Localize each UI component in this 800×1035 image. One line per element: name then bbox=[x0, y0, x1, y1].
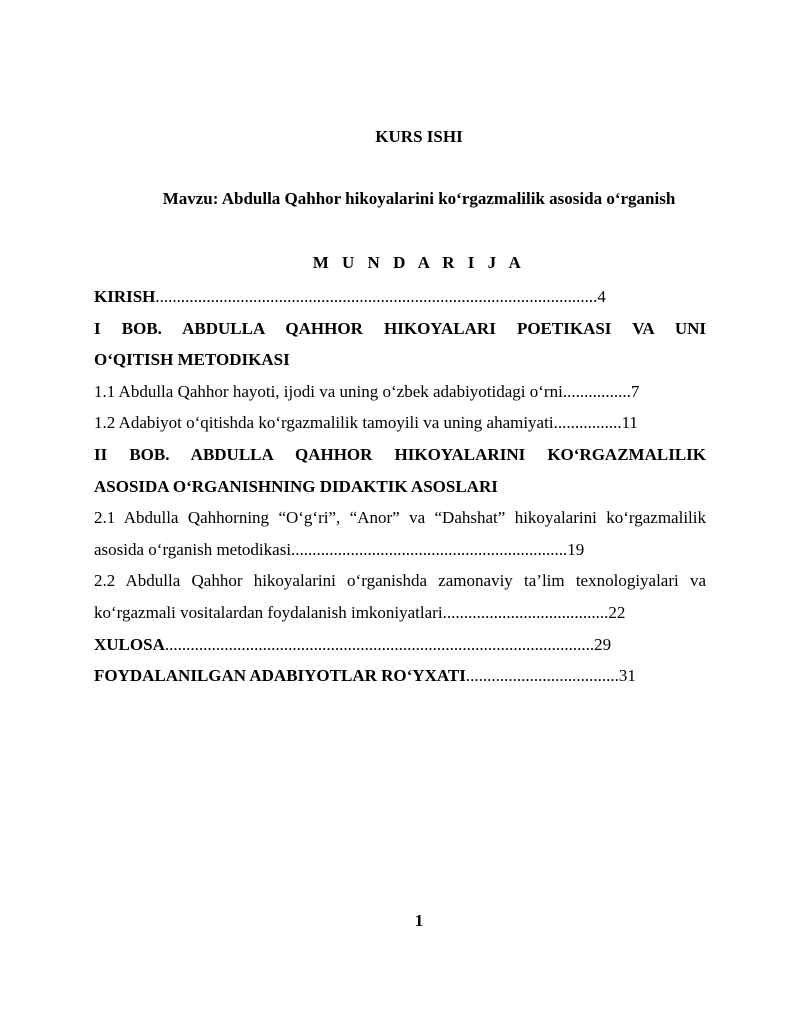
toc-section2-2-line2: ko‘rgazmali vositalardan foydalanish imkoniyatlari bbox=[94, 602, 443, 622]
toc-entry-references bbox=[94, 660, 706, 692]
toc-conclusion-dots: ..................................................................................................... bbox=[164, 634, 595, 654]
toc-section1-1-page: 7 bbox=[630, 381, 640, 401]
toc-entry-section2-1 bbox=[94, 534, 706, 566]
toc-entry-intro bbox=[94, 281, 706, 313]
toc-references-page: 31 bbox=[618, 666, 636, 686]
toc-section1-1-dots: ................ bbox=[562, 381, 631, 401]
toc-section2-1-dots: ................................................................. bbox=[291, 539, 568, 559]
table-of-contents bbox=[94, 281, 706, 692]
toc-chapter1-line1: I BOB. ABDULLA QAHHOR HIKOYALARI POETIKASI VA UNI bbox=[94, 318, 706, 338]
toc-conclusion-page: 29 bbox=[594, 634, 612, 654]
toc-section1-2-dots: ................ bbox=[553, 413, 622, 433]
toc-entry-section1-2 bbox=[94, 407, 706, 439]
document-topic: Mavzu: Abdulla Qahhor hikoyalarini ko‘rgazmalilik asosida o‘rganish bbox=[162, 189, 676, 208]
toc-intro-dots: ........................................................................................................ bbox=[155, 287, 598, 306]
toc-section1-2-label: 1.2 Adabiyot o‘qitishda ko‘rgazmalilik tamoyili va uning ahamiyati bbox=[94, 413, 554, 433]
toc-section2-2-dots: ....................................... bbox=[442, 602, 609, 622]
toc-entry-section1-1 bbox=[94, 376, 706, 408]
toc-conclusion-label: XULOSA bbox=[94, 634, 165, 654]
document-title: KURS ISHI bbox=[375, 127, 463, 146]
toc-section2-2-line1: 2.2 Abdulla Qahhor hikoyalarini o‘rganishda zamonaviy ta’lim texnologiyalari va bbox=[94, 571, 706, 591]
page-number: 1 bbox=[414, 911, 424, 930]
toc-section2-1-line1: 2.1 Abdulla Qahhorning “O‘g‘ri”, “Anor” va “Dahshat” hikoyalarini ko‘rgazmalilik bbox=[94, 508, 706, 528]
toc-section2-1-page: 19 bbox=[567, 539, 585, 559]
toc-section1-2-page: 11 bbox=[621, 413, 638, 433]
toc-heading: M U N D A R I J A bbox=[312, 253, 526, 272]
toc-references-dots: .................................... bbox=[465, 666, 619, 686]
toc-chapter2-line2: ASOSIDA O‘RGANISHNING DIDAKTIK ASOSLARI bbox=[94, 476, 498, 496]
toc-chapter2-line1: II BOB. ABDULLA QAHHOR HIKOYALARINI KO‘RGAZMALILIK bbox=[94, 444, 706, 464]
toc-section1-1-label: 1.1 Abdulla Qahhor hayoti, ijodi va uning o‘zbek adabiyotidagi o‘rni bbox=[94, 381, 563, 401]
toc-chapter1-line2: O‘QITISH METODIKASI bbox=[94, 350, 290, 370]
toc-section2-1-line2: asosida o‘rganish metodikasi bbox=[94, 539, 292, 559]
toc-entry-conclusion bbox=[94, 629, 706, 661]
toc-section2-2-page: 22 bbox=[608, 602, 626, 622]
toc-intro-page: 4 bbox=[597, 287, 606, 306]
toc-intro-label: KIRISH bbox=[94, 287, 156, 306]
toc-references-label: FOYDALANILGAN ADABIYOTLAR RO‘YXATI bbox=[94, 666, 466, 686]
toc-entry-section2-2 bbox=[94, 597, 706, 629]
